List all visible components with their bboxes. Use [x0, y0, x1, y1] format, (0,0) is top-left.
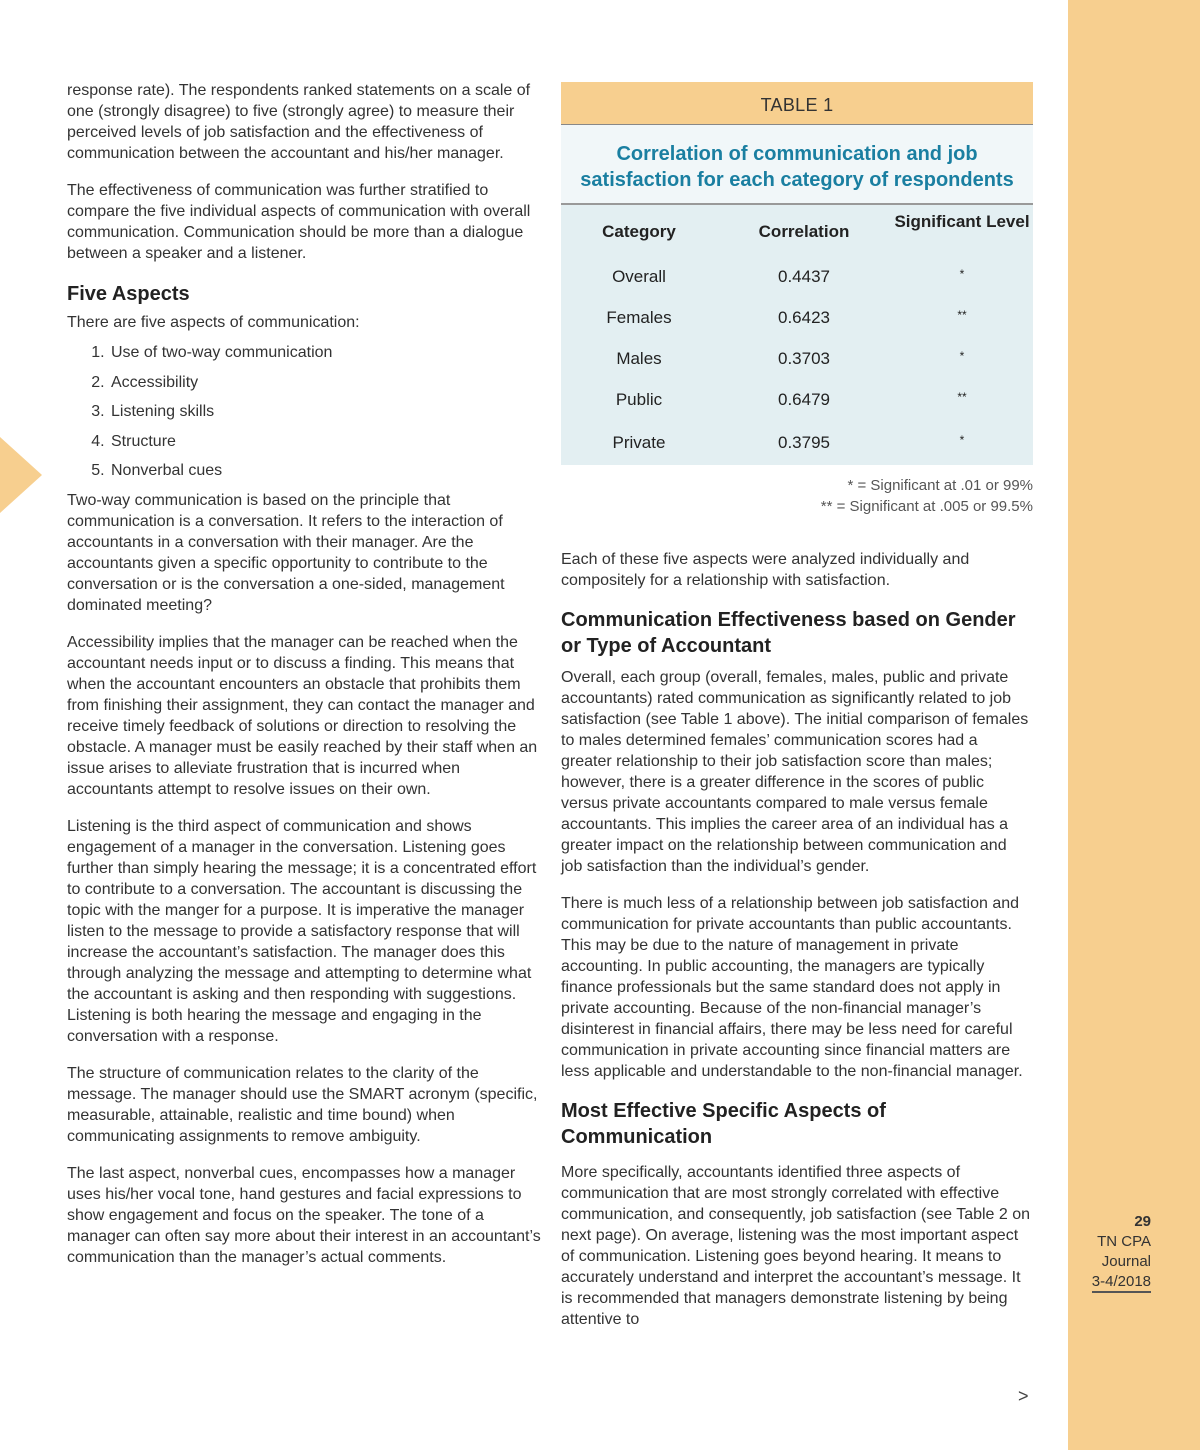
cell-correlation: 0.6479 [778, 390, 830, 409]
header-correlation: Correlation [758, 222, 850, 241]
body-paragraph: The last aspect, nonverbal cues, encompasses how a manager uses his/her vocal tone, hand gestures and facial expressions to show engagement and focus on the speaker. The tone of a manager can often say more about their interest in an accountant’s communication than the manager’s actual comments. [67, 1164, 541, 1266]
table-row [561, 308, 1033, 348]
body-paragraph: Listening is the third aspect of communication and shows engagement of a manager in the conversation. Listening goes further than simply hearing the message; it is a concentrated effort to contribute to a conversation. The accountant is discussing the topic with the manger for a purpose. It is imperative the manager listen to the message to provide a satisfactory response that will increase the accountant’s satisfaction. The manager does this through analyzing the message and attempting to determine what the accountant is asking and then responding with suggestions. Listening is both hearing the message and engaging in the conversation with a response. [67, 817, 537, 1045]
list-item: 2. Accessibility [109, 372, 542, 393]
page-number: 29 [1134, 1213, 1151, 1230]
header-category: Category [602, 222, 676, 241]
cell-significance: ** [957, 308, 967, 322]
list-item: 1. Use of two-way communication [109, 342, 542, 363]
body-paragraph: Accessibility implies that the manager can be reached when the accountant needs input or to discuss a finding. This means that when the accountant encounters an obstacle that prohibits them from finishing their assignment, they can contact the manager and receive timely feedback of solutions or direction to resolving the obstacle. A manager must be easily reached by their staff when an issue arises to alleviate frustration that is incurred when accountants attempt to resolve issues on their own. [67, 633, 538, 798]
cell-correlation: 0.6423 [778, 308, 830, 327]
cell-category: Private [612, 433, 666, 452]
decorative-triangle [0, 437, 42, 513]
significance-note-2: ** = Significant at .005 or 99.5% [820, 498, 1033, 515]
page-info [1068, 1212, 1151, 1292]
cell-category: Overall [612, 267, 666, 286]
section-heading-specific-aspects: Most Effective Specific Aspects of Communication [561, 1100, 886, 1148]
body-paragraph: Each of these five aspects were analyzed individually and compositely for a relationship with satisfaction. [561, 551, 970, 589]
aspects-list [67, 342, 542, 481]
body-paragraph: There is much less of a relationship between job satisfaction and communication for private accountants than public accountants. This may be due to the nature of management in private accounting. In public accounting, the managers are typically finance professionals but the same standard does not apply in private accounting. Because of the non-financial manager’s disinterest in financial affairs, there may be less need for careful communication in private accounting since financial matters are less applicable and understandable to the non-financial manager. [561, 895, 1023, 1080]
cell-significance: ** [957, 390, 967, 404]
header-significant-level: Significant Level [894, 212, 1030, 231]
list-item: 3. Listening skills [109, 401, 542, 422]
table-body [561, 205, 1033, 465]
table-row [561, 267, 1033, 307]
body-paragraph: The effectiveness of communication was further stratified to compare the five individual aspects of communication with overall communication. Communication should be more than a dialogue between a speaker and a listener. [67, 182, 531, 262]
cell-category: Public [615, 390, 663, 409]
table-header-row [561, 209, 1033, 249]
significance-note-1: * = Significant at .01 or 99% [847, 477, 1033, 494]
list-item: 4. Structure [109, 431, 542, 452]
body-paragraph: Overall, each group (overall, females, males, public and private accountants) rated communication as significantly related to job satisfaction (see Table 1 above). The initial comparison of females to males determined females’ communication scores had a greater relationship to their job satisfaction score than males; however, there is a greater difference in the scores of public versus private accountants compared to male versus female accountants. This implies the career area of an individual has a greater impact on the relationship between communication and job satisfaction than the individual’s gender. [561, 669, 1029, 875]
body-paragraph: More specifically, accountants identified three aspects of communication that are most strongly correlated with effective communication, and consequently, job satisfaction (see Table 2 on next page). On average, listening was the most important aspect of communication. Listening goes beyond hearing. It means to accurately understand and interpret the accountant’s message. It is recommended that managers demonstrate listening by being attentive to [561, 1164, 1031, 1328]
section-heading-five-aspects: Five Aspects [67, 283, 190, 305]
publication-name: TN CPA [1097, 1233, 1151, 1250]
list-item: 5. Nonverbal cues [109, 460, 542, 481]
left-column [67, 80, 542, 1284]
table-row [561, 433, 1033, 473]
cell-correlation: 0.3795 [778, 433, 830, 452]
cell-correlation: 0.3703 [778, 349, 830, 368]
cell-significance: * [959, 267, 965, 281]
table-1 [561, 82, 1033, 465]
body-paragraph: response rate). The respondents ranked statements on a scale of one (strongly disagree) to five (strongly agree) to measure their perceived levels of job satisfaction and the effectiveness of communication between the accountant and his/her manager. [67, 82, 531, 162]
cell-significance: * [959, 433, 965, 447]
cell-significance: * [959, 349, 965, 363]
table-title: Correlation of communication and job satisfaction for each category of respondents [561, 125, 1033, 205]
issue-date-link[interactable]: 3-4/2018 [1092, 1273, 1151, 1293]
right-column [561, 549, 1031, 1346]
table-notes [561, 475, 1033, 517]
publication-name-line2: Journal [1101, 1253, 1151, 1270]
next-page-arrow-icon[interactable]: > [1018, 1386, 1029, 1406]
table-label: TABLE 1 [561, 82, 1033, 125]
body-paragraph: Two-way communication is based on the principle that communication is a conversation. It refers to the interaction of accountants in a conversation with their manager. Are the accountants given a specific opportunity to contribute to the conversation or is the conversation a one-sided, management dominated meeting? [67, 491, 505, 614]
cell-category: Males [616, 349, 662, 368]
list-intro: There are five aspects of communication: [67, 314, 360, 331]
cell-correlation: 0.4437 [778, 267, 830, 286]
section-heading-gender: Communication Effectiveness based on Gender or Type of Accountant [561, 609, 1016, 657]
table-row [561, 349, 1033, 389]
table-row [561, 390, 1033, 430]
cell-category: Females [606, 308, 672, 327]
body-paragraph: The structure of communication relates to the clarity of the message. The manager should use the SMART acronym (specific, measurable, attainable, realistic and time bound) when communicating assignments to remove ambiguity. [67, 1064, 538, 1145]
